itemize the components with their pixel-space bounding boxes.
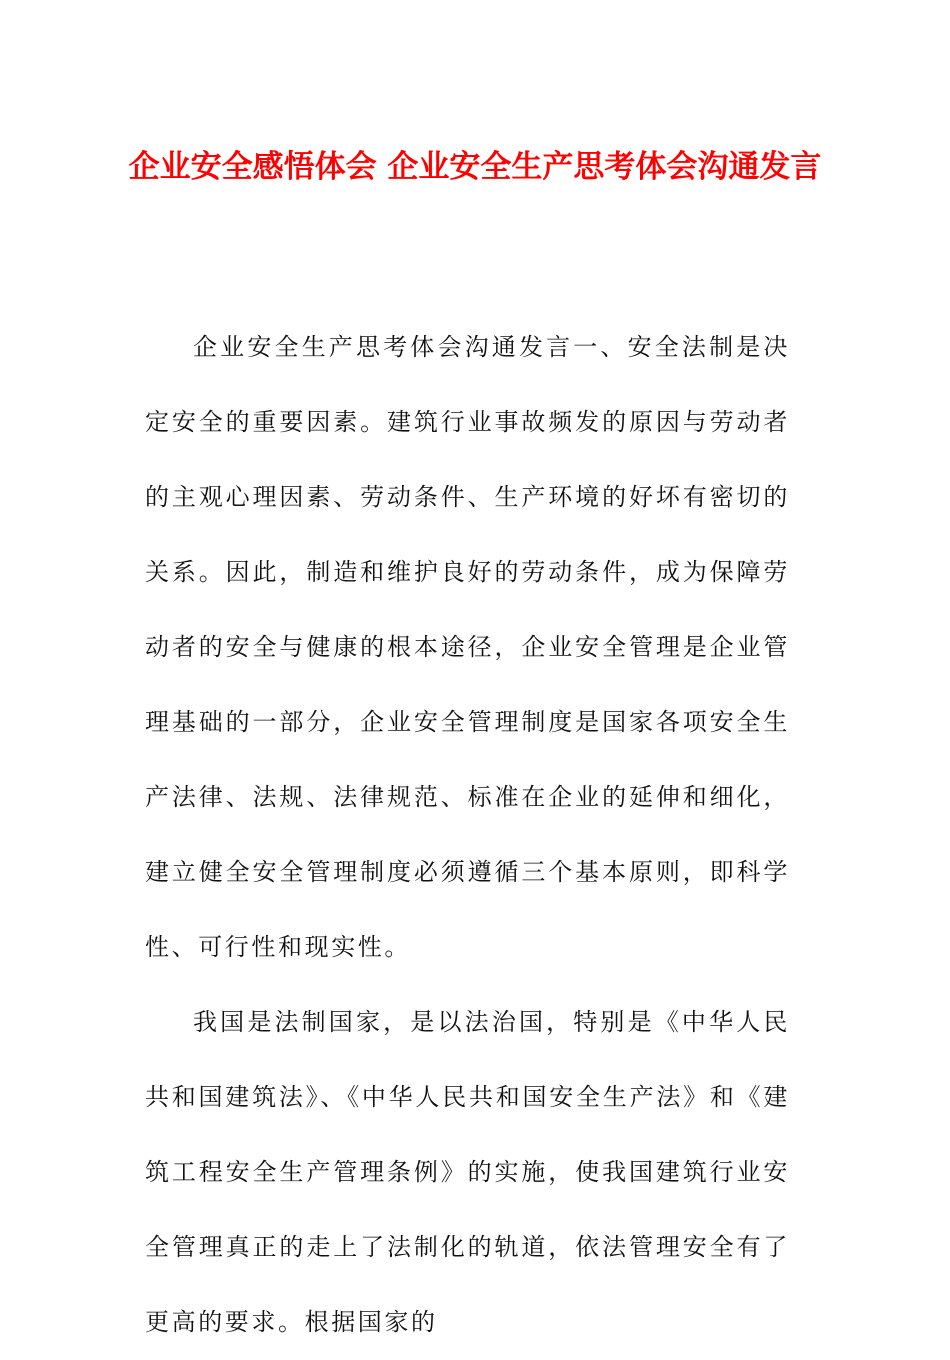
document-body xyxy=(145,310,790,1360)
paragraph-2: 我国是法制国家，是以法治国，特别是《中华人民共和国建筑法》、《中华人民共和国安全生产法》和《建筑工程安全生产管理条例》的实施，使我国建筑行业安全管理真正的走上了法制化的轨道，依法管理安全有了更高的要求。根据国家的 xyxy=(145,1008,790,1336)
paragraph-1: 企业安全生产思考体会沟通发言一、安全法制是决定安全的重要因素。建筑行业事故频发的原因与劳动者的主观心理因素、劳动条件、生产环境的好坏有密切的关系。因此，制造和维护良好的劳动条件，成为保障劳动者的安全与健康的根本途径，企业安全管理是企业管理基础的一部分，企业安全管理制度是国家各项安全生产法律、法规、法律规范、标准在企业的延伸和细化，建立健全安全管理制度必须遵循三个基本原则，即科学性、可行性和现实性。 xyxy=(145,333,790,961)
document-title: 企业安全感悟体会 企业安全生产思考体会沟通发言 xyxy=(128,149,822,185)
